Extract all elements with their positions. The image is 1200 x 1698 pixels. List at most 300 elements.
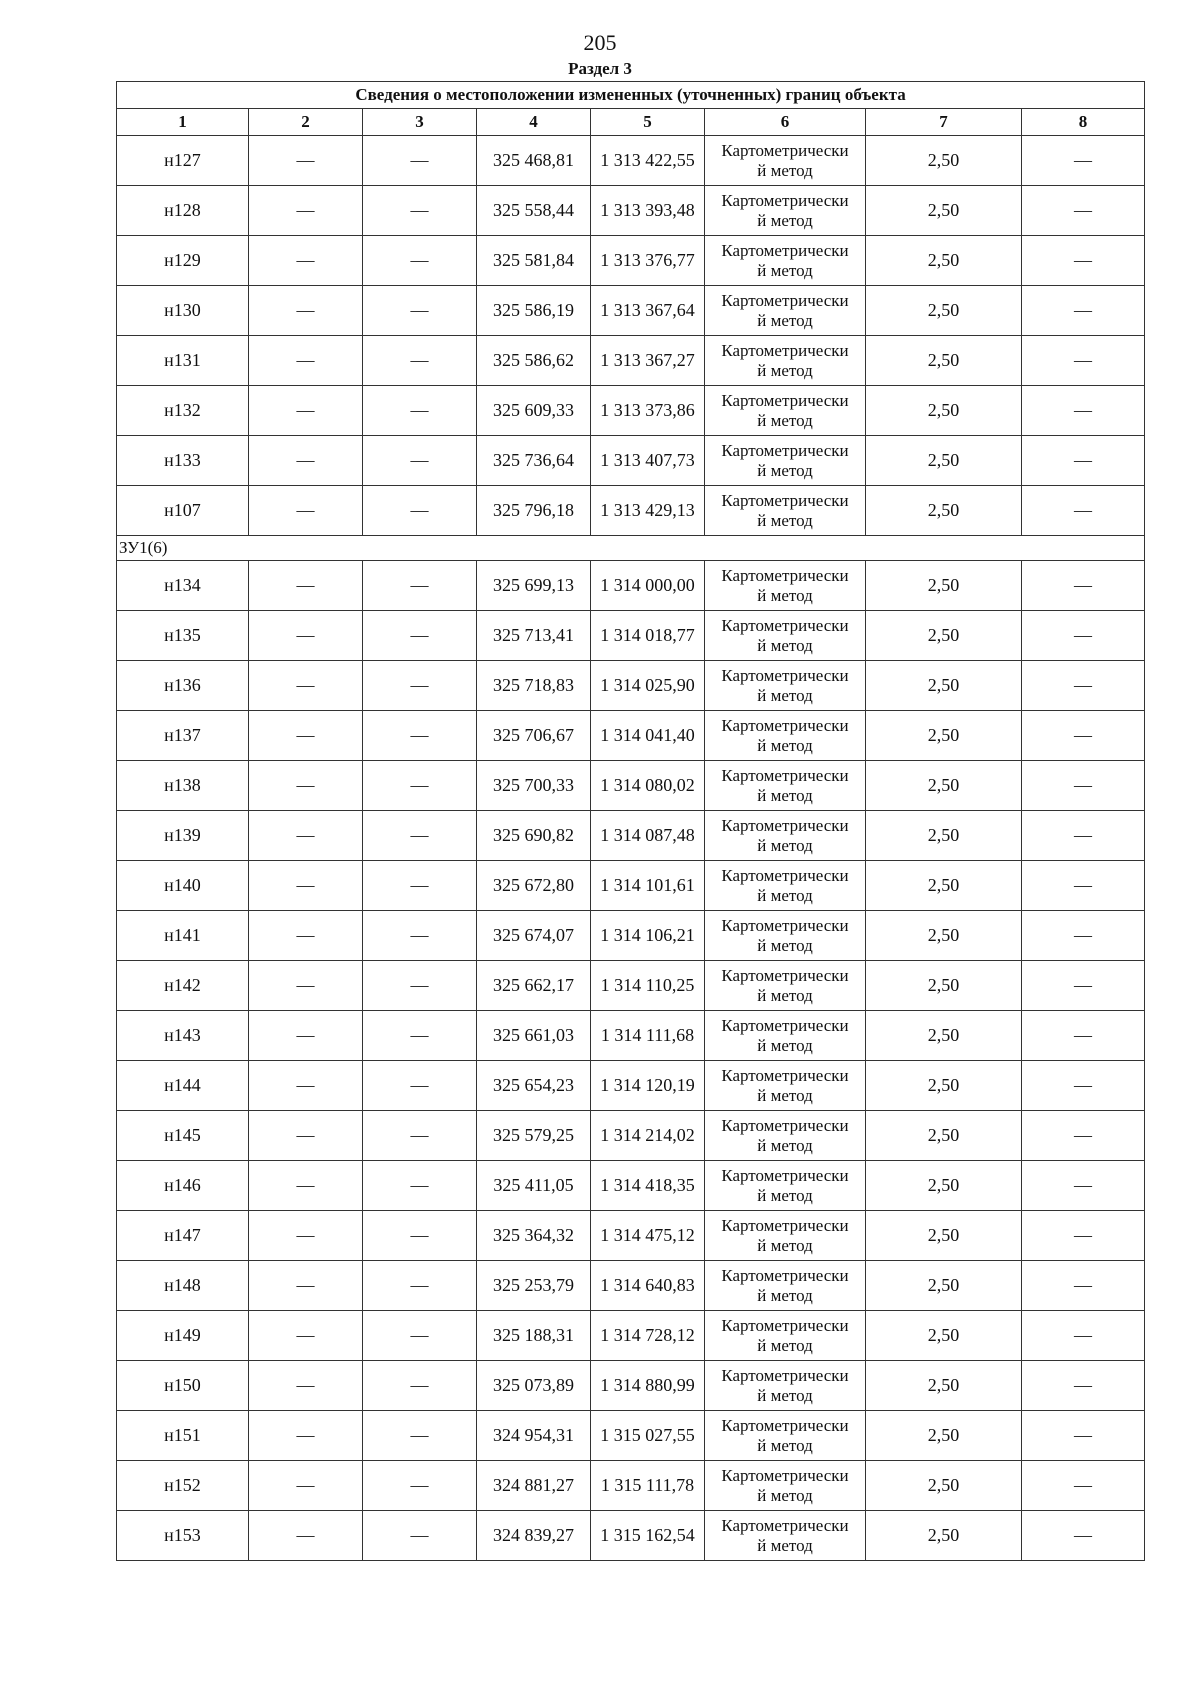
accuracy-cell: 2,50 bbox=[866, 561, 1022, 611]
dash-cell: — bbox=[249, 1411, 363, 1461]
table-row bbox=[117, 1311, 1145, 1361]
y-coordinate-cell: 1 314 880,99 bbox=[591, 1361, 705, 1411]
dash-cell: — bbox=[1022, 486, 1145, 536]
method-cell bbox=[705, 1061, 866, 1111]
accuracy-cell: 2,50 bbox=[866, 811, 1022, 861]
method-line: Картометрически bbox=[721, 565, 849, 585]
y-coordinate-cell: 1 314 418,35 bbox=[591, 1161, 705, 1211]
y-coordinate-cell: 1 314 111,68 bbox=[591, 1011, 705, 1061]
method-line: й метод bbox=[757, 735, 813, 755]
method-line: Картометрически bbox=[721, 615, 849, 635]
dash-cell: — bbox=[363, 1511, 477, 1561]
x-coordinate-cell: 325 364,32 bbox=[477, 1211, 591, 1261]
method-line: й метод bbox=[757, 835, 813, 855]
y-coordinate-cell: 1 314 214,02 bbox=[591, 1111, 705, 1161]
method-line: Картометрически bbox=[721, 865, 849, 885]
dash-cell: — bbox=[1022, 1161, 1145, 1211]
method-line: Картометрически bbox=[721, 1315, 849, 1335]
dash-cell: — bbox=[1022, 611, 1145, 661]
point-cell: н147 bbox=[117, 1211, 249, 1261]
point-cell: н131 bbox=[117, 336, 249, 386]
x-coordinate-cell: 325 672,80 bbox=[477, 861, 591, 911]
method-line: й метод bbox=[757, 635, 813, 655]
method-cell bbox=[705, 136, 866, 186]
dash-cell: — bbox=[249, 1211, 363, 1261]
column-number: 2 bbox=[249, 109, 363, 136]
method-line: Картометрически bbox=[721, 1065, 849, 1085]
dash-cell: — bbox=[363, 1361, 477, 1411]
point-cell: н107 bbox=[117, 486, 249, 536]
y-coordinate-cell: 1 313 367,64 bbox=[591, 286, 705, 336]
column-number: 3 bbox=[363, 109, 477, 136]
dash-cell: — bbox=[1022, 1211, 1145, 1261]
dash-cell: — bbox=[363, 661, 477, 711]
table-row bbox=[117, 1061, 1145, 1111]
dash-cell: — bbox=[249, 711, 363, 761]
point-cell: н128 bbox=[117, 186, 249, 236]
x-coordinate-cell: 325 718,83 bbox=[477, 661, 591, 711]
dash-cell: — bbox=[1022, 861, 1145, 911]
x-coordinate-cell: 324 839,27 bbox=[477, 1511, 591, 1561]
method-cell bbox=[705, 236, 866, 286]
dash-cell: — bbox=[1022, 1061, 1145, 1111]
method-cell bbox=[705, 186, 866, 236]
accuracy-cell: 2,50 bbox=[866, 136, 1022, 186]
table-row bbox=[117, 136, 1145, 186]
method-line: Картометрически bbox=[721, 715, 849, 735]
method-cell bbox=[705, 486, 866, 536]
method-line: й метод bbox=[757, 510, 813, 530]
point-cell: н129 bbox=[117, 236, 249, 286]
dash-cell: — bbox=[1022, 1261, 1145, 1311]
y-coordinate-cell: 1 315 027,55 bbox=[591, 1411, 705, 1461]
group-header-row bbox=[117, 536, 1145, 561]
method-line: Картометрически bbox=[721, 1265, 849, 1285]
method-cell bbox=[705, 1361, 866, 1411]
point-cell: н134 bbox=[117, 561, 249, 611]
method-cell bbox=[705, 711, 866, 761]
x-coordinate-cell: 325 700,33 bbox=[477, 761, 591, 811]
dash-cell: — bbox=[249, 1111, 363, 1161]
dash-cell: — bbox=[1022, 961, 1145, 1011]
method-line: Картометрически bbox=[721, 765, 849, 785]
table-row bbox=[117, 1011, 1145, 1061]
y-coordinate-cell: 1 313 373,86 bbox=[591, 386, 705, 436]
x-coordinate-cell: 325 558,44 bbox=[477, 186, 591, 236]
table-row bbox=[117, 1261, 1145, 1311]
dash-cell: — bbox=[249, 436, 363, 486]
accuracy-cell: 2,50 bbox=[866, 236, 1022, 286]
dash-cell: — bbox=[249, 761, 363, 811]
point-cell: н132 bbox=[117, 386, 249, 436]
method-cell bbox=[705, 436, 866, 486]
method-cell bbox=[705, 1261, 866, 1311]
method-line: Картометрически bbox=[721, 440, 849, 460]
table-row bbox=[117, 1511, 1145, 1561]
dash-cell: — bbox=[1022, 1361, 1145, 1411]
y-coordinate-cell: 1 314 080,02 bbox=[591, 761, 705, 811]
x-coordinate-cell: 324 881,27 bbox=[477, 1461, 591, 1511]
accuracy-cell: 2,50 bbox=[866, 911, 1022, 961]
section-title: Раздел 3 bbox=[568, 59, 632, 78]
column-number: 6 bbox=[705, 109, 866, 136]
method-line: й метод bbox=[757, 1485, 813, 1505]
accuracy-cell: 2,50 bbox=[866, 436, 1022, 486]
method-cell bbox=[705, 1411, 866, 1461]
dash-cell: — bbox=[1022, 711, 1145, 761]
table-row bbox=[117, 1361, 1145, 1411]
column-number: 7 bbox=[866, 109, 1022, 136]
column-number-row bbox=[117, 109, 1145, 136]
dash-cell: — bbox=[363, 1111, 477, 1161]
x-coordinate-cell: 325 690,82 bbox=[477, 811, 591, 861]
method-line: й метод bbox=[757, 1335, 813, 1355]
method-line: й метод bbox=[757, 160, 813, 180]
dash-cell: — bbox=[249, 561, 363, 611]
column-number: 5 bbox=[591, 109, 705, 136]
method-line: й метод bbox=[757, 1235, 813, 1255]
accuracy-cell: 2,50 bbox=[866, 1211, 1022, 1261]
point-cell: н133 bbox=[117, 436, 249, 486]
dash-cell: — bbox=[249, 1161, 363, 1211]
x-coordinate-cell: 325 579,25 bbox=[477, 1111, 591, 1161]
method-cell bbox=[705, 911, 866, 961]
dash-cell: — bbox=[363, 286, 477, 336]
method-line: Картометрически bbox=[721, 1115, 849, 1135]
dash-cell: — bbox=[363, 761, 477, 811]
y-coordinate-cell: 1 314 018,77 bbox=[591, 611, 705, 661]
method-cell bbox=[705, 1511, 866, 1561]
point-cell: н149 bbox=[117, 1311, 249, 1361]
dash-cell: — bbox=[249, 861, 363, 911]
accuracy-cell: 2,50 bbox=[866, 286, 1022, 336]
table-row bbox=[117, 661, 1145, 711]
method-line: й метод bbox=[757, 685, 813, 705]
table-row bbox=[117, 961, 1145, 1011]
accuracy-cell: 2,50 bbox=[866, 711, 1022, 761]
method-cell bbox=[705, 336, 866, 386]
point-cell: н145 bbox=[117, 1111, 249, 1161]
method-line: Картометрически bbox=[721, 1365, 849, 1385]
point-cell: н138 bbox=[117, 761, 249, 811]
table-row bbox=[117, 1211, 1145, 1261]
accuracy-cell: 2,50 bbox=[866, 486, 1022, 536]
y-coordinate-cell: 1 314 087,48 bbox=[591, 811, 705, 861]
method-line: й метод bbox=[757, 1535, 813, 1555]
accuracy-cell: 2,50 bbox=[866, 1111, 1022, 1161]
method-cell bbox=[705, 861, 866, 911]
x-coordinate-cell: 325 253,79 bbox=[477, 1261, 591, 1311]
x-coordinate-cell: 325 796,18 bbox=[477, 486, 591, 536]
dash-cell: — bbox=[363, 1461, 477, 1511]
table-row bbox=[117, 186, 1145, 236]
x-coordinate-cell: 325 586,62 bbox=[477, 336, 591, 386]
coordinates-table bbox=[116, 81, 1145, 1561]
table-row bbox=[117, 561, 1145, 611]
table-row bbox=[117, 761, 1145, 811]
dash-cell: — bbox=[249, 1511, 363, 1561]
dash-cell: — bbox=[249, 961, 363, 1011]
y-coordinate-cell: 1 314 101,61 bbox=[591, 861, 705, 911]
dash-cell: — bbox=[249, 911, 363, 961]
dash-cell: — bbox=[1022, 136, 1145, 186]
method-line: й метод bbox=[757, 935, 813, 955]
accuracy-cell: 2,50 bbox=[866, 961, 1022, 1011]
method-cell bbox=[705, 1161, 866, 1211]
accuracy-cell: 2,50 bbox=[866, 611, 1022, 661]
table-row bbox=[117, 711, 1145, 761]
dash-cell: — bbox=[1022, 336, 1145, 386]
accuracy-cell: 2,50 bbox=[866, 1511, 1022, 1561]
dash-cell: — bbox=[1022, 236, 1145, 286]
method-line: Картометрически bbox=[721, 290, 849, 310]
table-row bbox=[117, 236, 1145, 286]
dash-cell: — bbox=[1022, 1011, 1145, 1061]
accuracy-cell: 2,50 bbox=[866, 1061, 1022, 1111]
method-line: Картометрически bbox=[721, 390, 849, 410]
group-label: ЗУ1(6) bbox=[117, 536, 1145, 561]
dash-cell: — bbox=[363, 186, 477, 236]
dash-cell: — bbox=[363, 1211, 477, 1261]
method-line: й метод bbox=[757, 460, 813, 480]
x-coordinate-cell: 325 586,19 bbox=[477, 286, 591, 336]
accuracy-cell: 2,50 bbox=[866, 1011, 1022, 1061]
x-coordinate-cell: 325 661,03 bbox=[477, 1011, 591, 1061]
y-coordinate-cell: 1 313 407,73 bbox=[591, 436, 705, 486]
accuracy-cell: 2,50 bbox=[866, 1161, 1022, 1211]
method-line: й метод bbox=[757, 260, 813, 280]
x-coordinate-cell: 325 662,17 bbox=[477, 961, 591, 1011]
point-cell: н142 bbox=[117, 961, 249, 1011]
accuracy-cell: 2,50 bbox=[866, 761, 1022, 811]
y-coordinate-cell: 1 313 367,27 bbox=[591, 336, 705, 386]
point-cell: н150 bbox=[117, 1361, 249, 1411]
accuracy-cell: 2,50 bbox=[866, 1361, 1022, 1411]
method-cell bbox=[705, 1461, 866, 1511]
table-row bbox=[117, 436, 1145, 486]
dash-cell: — bbox=[249, 1311, 363, 1361]
dash-cell: — bbox=[1022, 436, 1145, 486]
y-coordinate-cell: 1 314 110,25 bbox=[591, 961, 705, 1011]
dash-cell: — bbox=[363, 436, 477, 486]
dash-cell: — bbox=[1022, 561, 1145, 611]
dash-cell: — bbox=[249, 386, 363, 436]
y-coordinate-cell: 1 313 422,55 bbox=[591, 136, 705, 186]
method-cell bbox=[705, 611, 866, 661]
y-coordinate-cell: 1 313 376,77 bbox=[591, 236, 705, 286]
dash-cell: — bbox=[363, 711, 477, 761]
method-line: Картометрически bbox=[721, 1165, 849, 1185]
dash-cell: — bbox=[249, 611, 363, 661]
method-line: й метод bbox=[757, 1385, 813, 1405]
point-cell: н130 bbox=[117, 286, 249, 336]
dash-cell: — bbox=[249, 286, 363, 336]
table-body bbox=[117, 136, 1145, 1561]
method-line: Картометрически bbox=[721, 965, 849, 985]
method-line: й метод bbox=[757, 210, 813, 230]
dash-cell: — bbox=[1022, 661, 1145, 711]
table-row bbox=[117, 911, 1145, 961]
method-line: й метод bbox=[757, 1435, 813, 1455]
table-row bbox=[117, 611, 1145, 661]
accuracy-cell: 2,50 bbox=[866, 386, 1022, 436]
method-cell bbox=[705, 1211, 866, 1261]
dash-cell: — bbox=[1022, 1511, 1145, 1561]
dash-cell: — bbox=[363, 486, 477, 536]
accuracy-cell: 2,50 bbox=[866, 1261, 1022, 1311]
y-coordinate-cell: 1 314 025,90 bbox=[591, 661, 705, 711]
method-cell bbox=[705, 1311, 866, 1361]
dash-cell: — bbox=[249, 661, 363, 711]
y-coordinate-cell: 1 314 728,12 bbox=[591, 1311, 705, 1361]
table-row bbox=[117, 286, 1145, 336]
x-coordinate-cell: 325 411,05 bbox=[477, 1161, 591, 1211]
dash-cell: — bbox=[249, 811, 363, 861]
method-cell bbox=[705, 286, 866, 336]
dash-cell: — bbox=[363, 611, 477, 661]
method-line: Картометрически bbox=[721, 340, 849, 360]
table-row bbox=[117, 1411, 1145, 1461]
accuracy-cell: 2,50 bbox=[866, 1411, 1022, 1461]
method-line: й метод bbox=[757, 1035, 813, 1055]
dash-cell: — bbox=[363, 961, 477, 1011]
table-row bbox=[117, 861, 1145, 911]
point-cell: н143 bbox=[117, 1011, 249, 1061]
method-cell bbox=[705, 761, 866, 811]
dash-cell: — bbox=[363, 386, 477, 436]
method-line: й метод bbox=[757, 885, 813, 905]
column-number: 8 bbox=[1022, 109, 1145, 136]
y-coordinate-cell: 1 314 106,21 bbox=[591, 911, 705, 961]
method-line: Картометрически bbox=[721, 915, 849, 935]
method-line: й метод bbox=[757, 985, 813, 1005]
dash-cell: — bbox=[363, 236, 477, 286]
method-line: й метод bbox=[757, 1135, 813, 1155]
accuracy-cell: 2,50 bbox=[866, 661, 1022, 711]
method-line: й метод bbox=[757, 585, 813, 605]
method-cell bbox=[705, 386, 866, 436]
dash-cell: — bbox=[249, 1261, 363, 1311]
method-line: Картометрически bbox=[721, 1515, 849, 1535]
accuracy-cell: 2,50 bbox=[866, 861, 1022, 911]
table-row bbox=[117, 1161, 1145, 1211]
point-cell: н151 bbox=[117, 1411, 249, 1461]
dash-cell: — bbox=[249, 336, 363, 386]
method-line: Картометрически bbox=[721, 140, 849, 160]
x-coordinate-cell: 325 713,41 bbox=[477, 611, 591, 661]
method-line: й метод bbox=[757, 410, 813, 430]
method-line: й метод bbox=[757, 785, 813, 805]
dash-cell: — bbox=[1022, 911, 1145, 961]
dash-cell: — bbox=[249, 1061, 363, 1111]
point-cell: н144 bbox=[117, 1061, 249, 1111]
accuracy-cell: 2,50 bbox=[866, 1461, 1022, 1511]
dash-cell: — bbox=[363, 136, 477, 186]
dash-cell: — bbox=[249, 186, 363, 236]
dash-cell: — bbox=[1022, 811, 1145, 861]
method-line: Картометрически bbox=[721, 1215, 849, 1235]
method-line: Картометрически bbox=[721, 665, 849, 685]
table-row bbox=[117, 1461, 1145, 1511]
method-cell bbox=[705, 661, 866, 711]
method-line: й метод bbox=[757, 310, 813, 330]
point-cell: н146 bbox=[117, 1161, 249, 1211]
dash-cell: — bbox=[249, 1011, 363, 1061]
dash-cell: — bbox=[363, 861, 477, 911]
x-coordinate-cell: 325 581,84 bbox=[477, 236, 591, 286]
point-cell: н140 bbox=[117, 861, 249, 911]
dash-cell: — bbox=[363, 1261, 477, 1311]
column-number: 4 bbox=[477, 109, 591, 136]
table-row bbox=[117, 1111, 1145, 1161]
dash-cell: — bbox=[249, 236, 363, 286]
dash-cell: — bbox=[363, 1161, 477, 1211]
method-cell bbox=[705, 1111, 866, 1161]
dash-cell: — bbox=[249, 136, 363, 186]
x-coordinate-cell: 325 674,07 bbox=[477, 911, 591, 961]
method-line: Картометрически bbox=[721, 1015, 849, 1035]
dash-cell: — bbox=[1022, 386, 1145, 436]
dash-cell: — bbox=[1022, 1411, 1145, 1461]
x-coordinate-cell: 325 736,64 bbox=[477, 436, 591, 486]
x-coordinate-cell: 325 699,13 bbox=[477, 561, 591, 611]
dash-cell: — bbox=[363, 911, 477, 961]
dash-cell: — bbox=[1022, 761, 1145, 811]
method-cell bbox=[705, 961, 866, 1011]
method-line: й метод bbox=[757, 1285, 813, 1305]
accuracy-cell: 2,50 bbox=[866, 1311, 1022, 1361]
table-row bbox=[117, 336, 1145, 386]
table-row bbox=[117, 811, 1145, 861]
point-cell: н153 bbox=[117, 1511, 249, 1561]
x-coordinate-cell: 325 609,33 bbox=[477, 386, 591, 436]
y-coordinate-cell: 1 315 111,78 bbox=[591, 1461, 705, 1511]
method-line: Картометрически bbox=[721, 1465, 849, 1485]
x-coordinate-cell: 325 188,31 bbox=[477, 1311, 591, 1361]
method-line: Картометрически bbox=[721, 190, 849, 210]
dash-cell: — bbox=[249, 486, 363, 536]
dash-cell: — bbox=[1022, 186, 1145, 236]
point-cell: н141 bbox=[117, 911, 249, 961]
method-line: Картометрически bbox=[721, 815, 849, 835]
table-row bbox=[117, 486, 1145, 536]
y-coordinate-cell: 1 313 393,48 bbox=[591, 186, 705, 236]
dash-cell: — bbox=[249, 1461, 363, 1511]
accuracy-cell: 2,50 bbox=[866, 336, 1022, 386]
method-cell bbox=[705, 811, 866, 861]
method-line: Картометрически bbox=[721, 1415, 849, 1435]
dash-cell: — bbox=[363, 1311, 477, 1361]
method-cell bbox=[705, 1011, 866, 1061]
point-cell: н137 bbox=[117, 711, 249, 761]
y-coordinate-cell: 1 314 120,19 bbox=[591, 1061, 705, 1111]
method-cell bbox=[705, 561, 866, 611]
method-line: й метод bbox=[757, 1185, 813, 1205]
dash-cell: — bbox=[363, 811, 477, 861]
method-line: Картометрически bbox=[721, 240, 849, 260]
method-line: й метод bbox=[757, 1085, 813, 1105]
dash-cell: — bbox=[363, 1411, 477, 1461]
dash-cell: — bbox=[363, 336, 477, 386]
y-coordinate-cell: 1 315 162,54 bbox=[591, 1511, 705, 1561]
point-cell: н139 bbox=[117, 811, 249, 861]
page-number: 205 bbox=[583, 30, 617, 55]
y-coordinate-cell: 1 314 041,40 bbox=[591, 711, 705, 761]
x-coordinate-cell: 325 654,23 bbox=[477, 1061, 591, 1111]
dash-cell: — bbox=[363, 1061, 477, 1111]
x-coordinate-cell: 325 073,89 bbox=[477, 1361, 591, 1411]
point-cell: н135 bbox=[117, 611, 249, 661]
